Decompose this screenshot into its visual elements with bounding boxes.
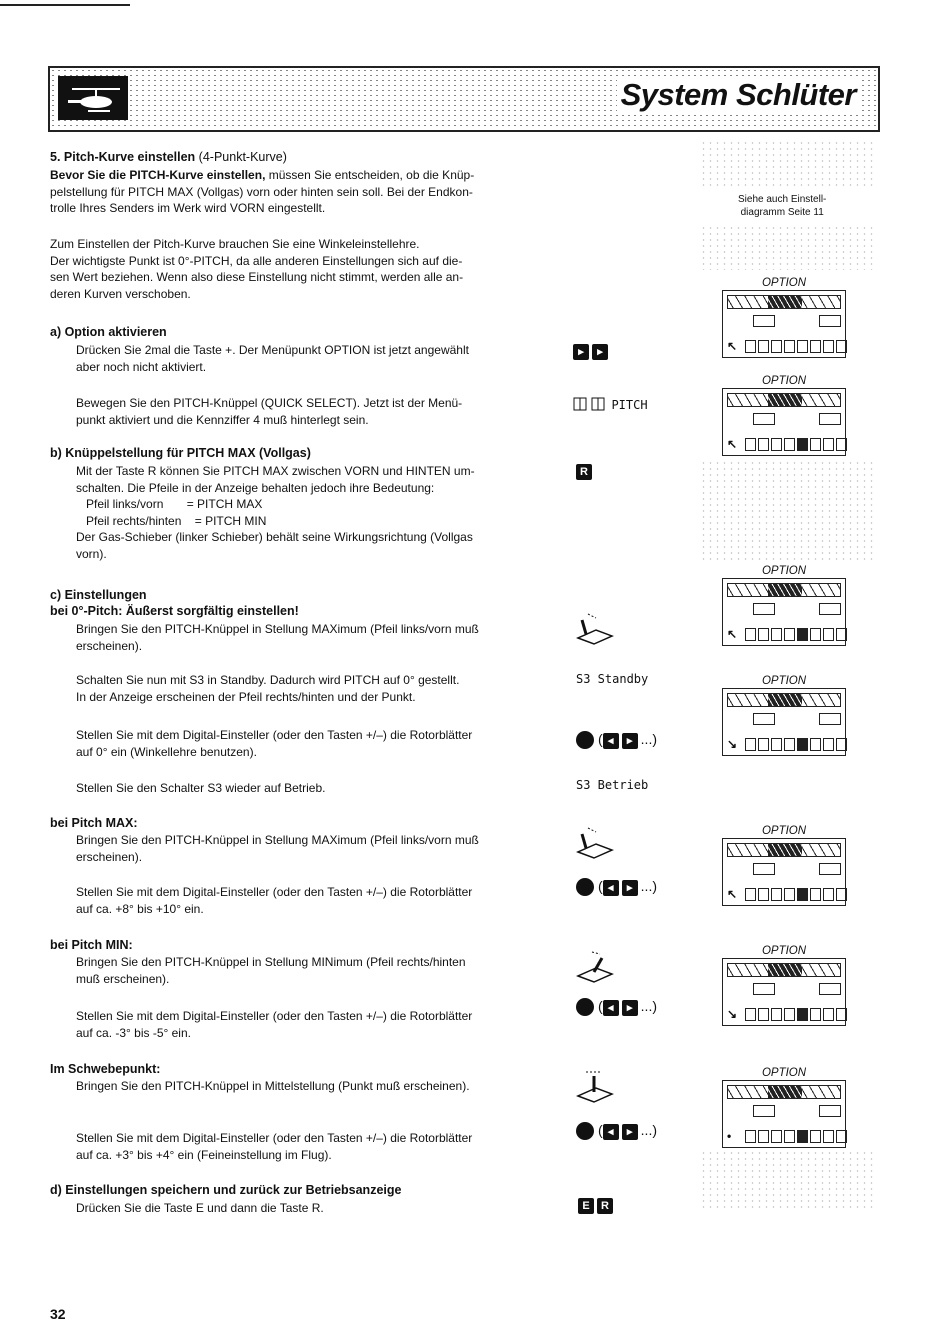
lcd-display: OPTION ↖ xyxy=(722,276,846,358)
stick-min-icon xyxy=(574,950,614,986)
para-a2: Bewegen Sie den PITCH-Knüppel (QUICK SELECT). Jetzt ist der Menü- punkt aktiviert und die Kennziffer 4 muß hinterlegt sein. xyxy=(76,396,463,427)
plus-key-icon: ▸ xyxy=(622,1000,638,1016)
para-min1: Bringen Sie den PITCH-Knüppel in Stellung MINimum (Pfeil rechts/hinten muß erscheinen). xyxy=(76,955,466,986)
section-heading: 5. Pitch-Kurve einstellen (4-Punkt-Kurve) xyxy=(50,150,287,164)
digital-dial-icon xyxy=(576,1122,594,1140)
heading-min: bei Pitch MIN: xyxy=(50,938,133,952)
tool-paragraph: Zum Einstellen der Pitch-Kurve brauchen Sie eine Winkeleinstellehre. Der wichtigste Punkt ist 0°-PITCH, da alle anderen Einstellungen sich auf die- sen Wert beziehen. Wenn also diese Einstellung nicht stimmt, werden alle an- deren Kurven verschoben. xyxy=(50,237,464,301)
heading-max: bei Pitch MAX: xyxy=(50,816,138,830)
minus-key-icon: ◂ xyxy=(603,880,619,896)
heading-c: c) Einstellungen xyxy=(50,588,147,602)
arrow-icon: ↖ xyxy=(727,887,738,901)
para-min2: Stellen Sie mit dem Digital-Einsteller (oder den Tasten +/–) die Rotorblätter auf ca. -3° bis -5° ein. xyxy=(76,1009,473,1040)
helicopter-icon xyxy=(58,76,128,120)
arrow-icon: • xyxy=(727,1129,732,1143)
arrow-icon: ↘ xyxy=(727,737,738,751)
minus-key-icon: ◂ xyxy=(603,1124,619,1140)
page-number: 32 xyxy=(50,1306,66,1322)
para-d: Drücken Sie die Taste E und dann die Taste R. xyxy=(76,1201,324,1215)
pitch-stick-label: PITCH xyxy=(573,395,648,415)
dial-hint: ( ◂ ▸ ...) xyxy=(576,998,657,1016)
heading-hover: Im Schwebepunkt: xyxy=(50,1062,161,1076)
plus-key-icon: ▸ xyxy=(573,344,589,360)
digital-dial-icon xyxy=(576,878,594,896)
dial-hint: ( ◂ ▸ ...) xyxy=(576,1122,657,1140)
para-c3: Stellen Sie mit dem Digital-Einsteller (oder den Tasten +/–) die Rotorblätter auf 0° ein (Winkellehre benutzen). xyxy=(76,728,473,759)
plus-keys xyxy=(573,342,611,360)
para-hover2: Stellen Sie mit dem Digital-Einsteller (oder den Tasten +/–) die Rotorblätter auf ca. +3° bis +4° ein (Feineinstellung im Flug). xyxy=(76,1131,473,1162)
lcd-display: OPTION ↘ xyxy=(722,944,846,1026)
side-note: Siehe auch Einstell- diagramm Seite 11 xyxy=(738,194,827,218)
stick-max-icon xyxy=(574,612,614,648)
heading-d: d) Einstellungen speichern und zurück zur Betriebsanzeige xyxy=(50,1183,402,1197)
lcd-display: OPTION • xyxy=(722,1066,846,1148)
plus-key-icon: ▸ xyxy=(592,344,608,360)
plus-key-icon: ▸ xyxy=(622,880,638,896)
para-max2: Stellen Sie mit dem Digital-Einsteller (oder den Tasten +/–) die Rotorblätter auf ca. +8° bis +10° ein. xyxy=(76,885,473,916)
plus-key-icon: ▸ xyxy=(622,1124,638,1140)
side-noise xyxy=(700,460,875,560)
para-b: Mit der Taste R können Sie PITCH MAX zwischen VORN und HINTEN um- schalten. Die Pfeile in der Anzeige behalten jedoch ihre Bedeutung: Pfeil links/vorn = PITCH MAX Pfeil rechts/hinten = PITCH MIN Der Gas-Schieber (linker Schieber) behält seine Wirkungsrichtung (Vollgas vorn). xyxy=(76,464,475,561)
subheading-c: bei 0°-Pitch: Äußerst sorgfältig einstellen! xyxy=(50,604,299,618)
e-r-keys: E R xyxy=(578,1196,616,1214)
side-noise xyxy=(700,140,875,188)
para-max1: Bringen Sie den PITCH-Knüppel in Stellung MAXimum (Pfeil links/vorn muß erscheinen). xyxy=(76,833,479,864)
arrow-icon: ↖ xyxy=(727,339,738,353)
arrow-icon: ↖ xyxy=(727,437,738,451)
page-header xyxy=(48,66,880,132)
header-title: System Schlüter xyxy=(617,76,860,114)
intro-paragraph: Bevor Sie die PITCH-Kurve einstellen, müssen Sie entscheiden, ob die Knüp- pelstellung für PITCH MAX (Vollgas) vorn oder hinten sein soll. Bei der Endkon- trolle Ihres Senders im Werk wird VORN eingestellt. xyxy=(50,168,475,215)
para-c2: Schalten Sie nun mit S3 in Standby. Dadurch wird PITCH auf 0° gestellt. In der Anzeige erscheinen der Pfeil rechts/hinten und der Punkt. xyxy=(76,673,460,704)
stick-center-icon xyxy=(574,1070,614,1106)
stick-max-icon xyxy=(574,826,614,862)
digital-dial-icon xyxy=(576,731,594,749)
lcd-display: OPTION ↖ xyxy=(722,824,846,906)
minus-key-icon: ◂ xyxy=(603,1000,619,1016)
dial-hint: ( ◂ ▸ ...) xyxy=(576,878,657,896)
minus-key-icon: ◂ xyxy=(603,733,619,749)
heading-b: b) Knüppelstellung für PITCH MAX (Vollgas) xyxy=(50,446,311,460)
arrow-icon: ↖ xyxy=(727,627,738,641)
plus-key-icon: ▸ xyxy=(622,733,638,749)
para-c1: Bringen Sie den PITCH-Knüppel in Stellung MAXimum (Pfeil links/vorn muß erscheinen). xyxy=(76,622,479,653)
dial-hint: ( ◂ ▸ ...) xyxy=(576,731,657,749)
para-c4: Stellen Sie den Schalter S3 wieder auf Betrieb. xyxy=(76,781,326,795)
stick-pair-icon xyxy=(573,395,607,415)
para-hover1: Bringen Sie den PITCH-Knüppel in Mittelstellung (Punkt muß erscheinen). xyxy=(76,1079,470,1093)
arrow-icon: ↘ xyxy=(727,1007,738,1021)
heading-a: a) Option aktivieren xyxy=(50,325,167,339)
side-noise xyxy=(700,225,875,270)
s3-betrieb-label: S3 Betrieb xyxy=(576,778,649,792)
para-a1: Drücken Sie 2mal die Taste +. Der Menüpunkt OPTION ist jetzt angewählt aber noch nicht aktiviert. xyxy=(76,343,469,374)
lcd-display: OPTION ↖ xyxy=(722,374,846,456)
lcd-display: OPTION ↘ xyxy=(722,674,846,756)
top-rule xyxy=(0,4,130,6)
side-noise xyxy=(700,1150,875,1210)
digital-dial-icon xyxy=(576,998,594,1016)
s3-standby-label: S3 Standby xyxy=(576,672,649,686)
r-key: R xyxy=(576,462,595,480)
lcd-display: OPTION ↖ xyxy=(722,564,846,646)
